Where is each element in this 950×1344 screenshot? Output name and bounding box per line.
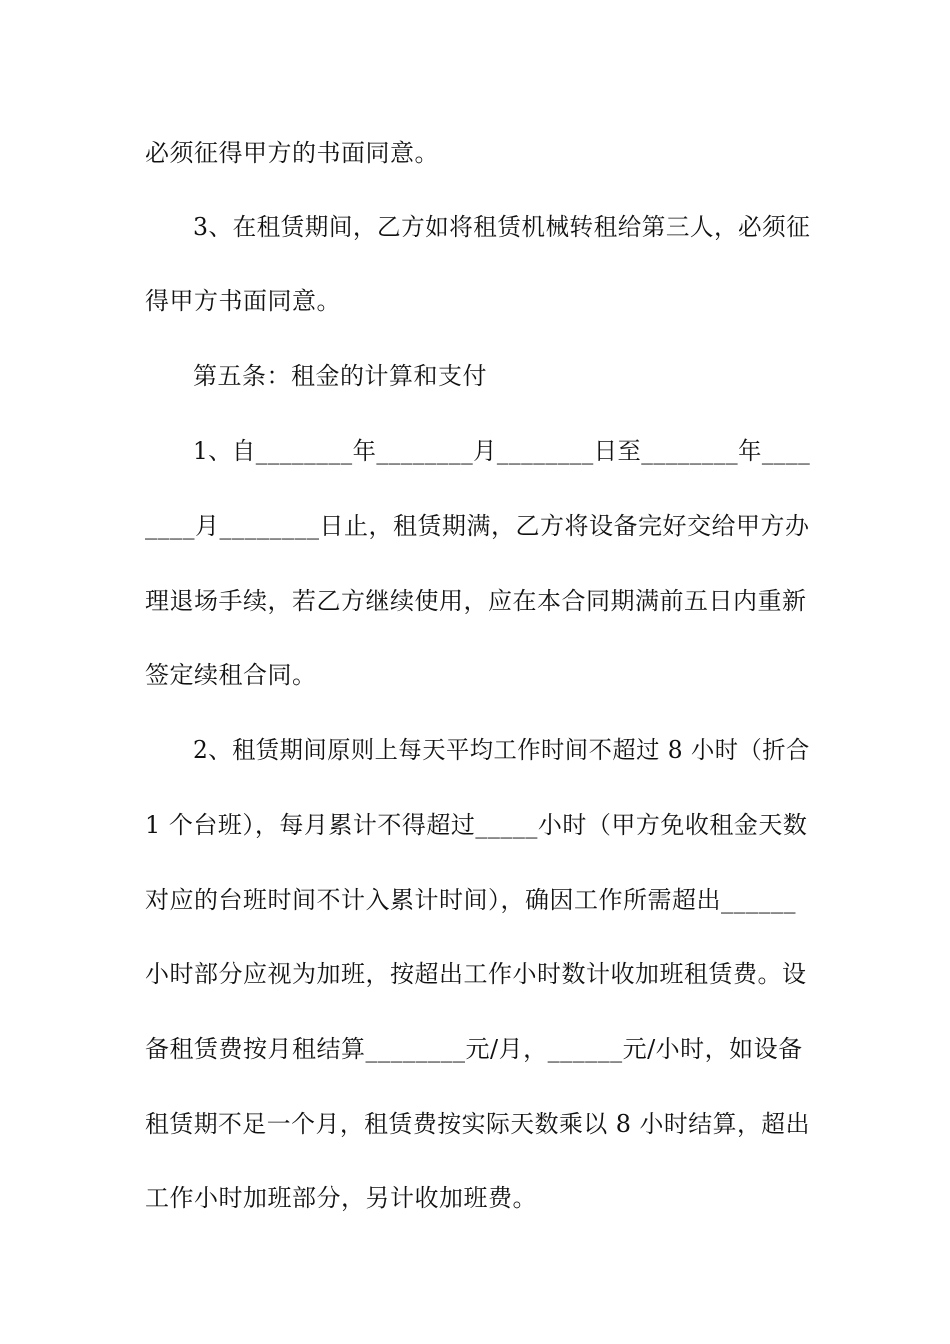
text-line: 租赁期不足一个月，租赁费按实际天数乘以 8 小时结算，超出 [145,1110,811,1138]
text-line: ____月________日止，租赁期满，乙方将设备完好交给甲方办 [145,512,810,540]
text-line: 必须征得甲方的书面同意。 [145,139,439,167]
text-line: 小时部分应视为加班，按超出工作小时数计收加班租赁费。设 [145,960,807,988]
text-line: 1、自________年________月________日至________年____ [193,437,811,465]
text-line: 2、租赁期间原则上每天平均工作时间不超过 8 小时（折合 [193,736,810,764]
section-heading: 第五条：租金的计算和支付 [193,362,487,390]
text-line: 理退场手续，若乙方继续使用，应在本合同期满前五日内重新 [145,587,807,615]
text-line: 3、在租赁期间，乙方如将租赁机械转租给第三人，必须征 [193,213,811,241]
text-line: 备租赁费按月租结算________元/月，______元/小时，如设备 [145,1035,803,1063]
text-line: 对应的台班时间不计入累计时间），确因工作所需超出______ [145,886,796,914]
text-line: 签定续租合同。 [145,661,317,689]
text-line: 1 个台班），每月累计不得超过_____小时（甲方免收租金天数 [145,811,808,839]
text-line: 得甲方书面同意。 [145,287,341,315]
text-line: 工作小时加班部分，另计收加班费。 [145,1184,537,1212]
